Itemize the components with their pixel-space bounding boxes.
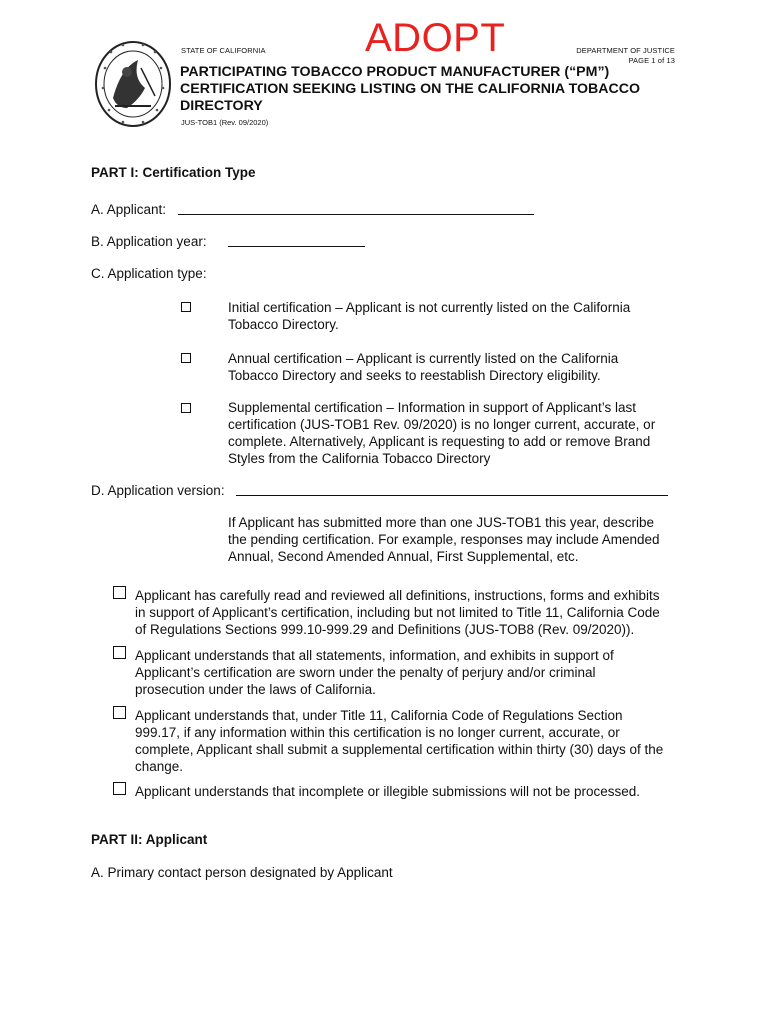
ack-incomplete-checkbox[interactable] — [113, 782, 126, 795]
part2-heading: PART II: Applicant — [91, 832, 208, 847]
ack-supplemental-text: Applicant understands that, under Title 11, California Code of Regulations Section 999.17, if any information within this certification is no longer current, accurate, or complete, Applicant shall submit a supplemental certification within thirty (30) days of the change. — [135, 708, 664, 774]
primary-contact-label: A. Primary contact person designated by Applicant — [91, 865, 393, 880]
department-label: DEPARTMENT OF JUSTICE — [576, 46, 675, 55]
version-help-text: If Applicant has submitted more than one JUS-TOB1 this year, describe the pending certification. For example, responses may include Amended Annual, Second Amended Annual, First Supplemental, etc. — [228, 515, 660, 564]
supplemental-certification-checkbox[interactable] — [181, 403, 191, 413]
state-label: STATE OF CALIFORNIA — [181, 46, 266, 55]
supplemental-certification-text: Supplemental certification – Information in support of Applicant’s last certification (JUS-TOB1 Rev. 09/2020) is no longer current, accurate, or complete. Alternatively, Applicant is requesting to add or remove Brand Styles from the California Tobacco Directory — [228, 400, 656, 466]
part1-heading: PART I: Certification Type — [91, 165, 256, 180]
initial-certification-checkbox[interactable] — [181, 302, 191, 312]
ack-read-text: Applicant has carefully read and reviewed all definitions, instructions, forms and exhibits in support of Applicant’s certification, including but not limited to Title 11, California Code of Regulations Sections 999.10-999.29 and Definitions (JUS-TOB8 (Rev. 09/2020)). — [135, 588, 660, 637]
title-line: PARTICIPATING TOBACCO PRODUCT MANUFACTURER (“PM”) — [180, 64, 610, 80]
page-number: PAGE 1 of 13 — [628, 56, 675, 65]
form-title — [180, 64, 700, 115]
version-field[interactable] — [236, 483, 668, 496]
version-label: D. Application version: — [91, 483, 225, 498]
year-label: B. Application year: — [91, 234, 207, 249]
adopt-stamp: ADOPT — [365, 16, 506, 60]
title-line: DIRECTORY — [180, 98, 263, 114]
initial-certification-text: Initial certification – Applicant is not currently listed on the California Tobacco Directory. — [228, 300, 631, 332]
title-line: CERTIFICATION SEEKING LISTING ON THE CALIFORNIA TOBACCO — [180, 81, 641, 97]
year-field[interactable] — [228, 234, 365, 247]
ack-perjury-text: Applicant understands that all statements, information, and exhibits in support of Applicant’s certification are sworn under the penalty of perjury and/or criminal prosecution under the laws of California. — [135, 648, 614, 697]
annual-certification-text: Annual certification – Applicant is currently listed on the California Tobacco Directory and seeks to reestablish Directory eligibility. — [228, 351, 619, 383]
ack-supplemental-checkbox[interactable] — [113, 706, 126, 719]
ack-incomplete-text: Applicant understands that incomplete or illegible submissions will not be processed. — [135, 784, 641, 799]
applicant-label: A. Applicant: — [91, 202, 167, 217]
annual-certification-checkbox[interactable] — [181, 353, 191, 363]
ack-perjury-checkbox[interactable] — [113, 646, 126, 659]
applicant-field[interactable] — [178, 202, 534, 215]
type-label: C. Application type: — [91, 266, 207, 281]
form-number: JUS-TOB1 (Rev. 09/2020) — [181, 118, 269, 127]
california-doj-seal — [93, 38, 173, 130]
department-block — [520, 46, 675, 66]
ack-read-checkbox[interactable] — [113, 586, 126, 599]
